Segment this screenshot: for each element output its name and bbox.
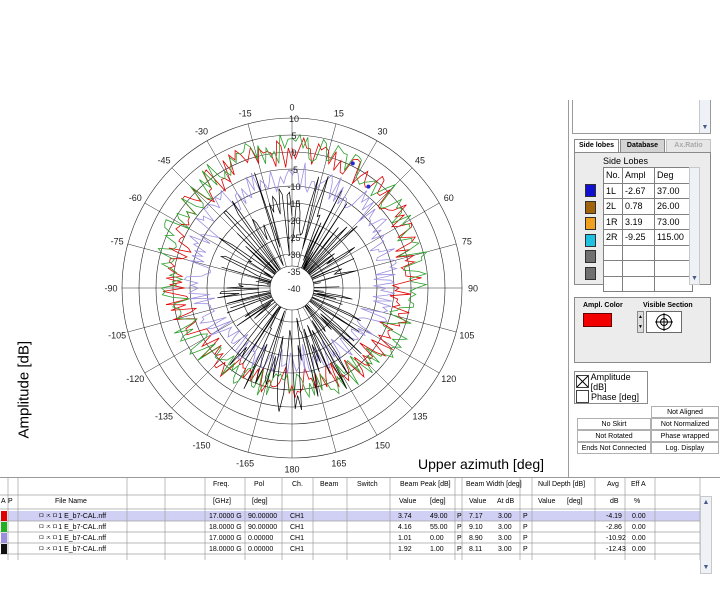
cell-avg: -12.43 (606, 546, 626, 553)
cell-pol: 90.00000 (248, 524, 278, 531)
angle-label: 180 (284, 464, 300, 475)
header-beam-width: Beam Width [deg] (466, 481, 522, 488)
radial-label: -30 (287, 250, 301, 260)
amplitude-checkbox[interactable] (576, 375, 589, 388)
grid-spoke (292, 288, 439, 373)
side-lobe-color-swatch[interactable] (585, 201, 596, 214)
angle-label: 45 (414, 155, 425, 166)
radial-label: -25 (287, 233, 301, 243)
angle-label: 120 (441, 374, 457, 384)
ampl-color-label: Ampl. Color (583, 302, 623, 309)
angle-label: 150 (374, 440, 391, 451)
cell-bp-value: 4.16 (398, 524, 412, 531)
column-header-ampl: Ampl (623, 168, 655, 184)
side-lobe-ampl: -2.67 (623, 183, 655, 199)
cell-bw-value: 7.17 (469, 513, 483, 520)
cell-bw-at: 3.00 (498, 546, 512, 553)
header-ch: Ch. (292, 481, 303, 488)
cell-bp-value: 1.92 (398, 546, 412, 553)
angle-label: -15 (238, 108, 252, 119)
angle-label: -60 (128, 193, 142, 203)
header-file-name: File Name (55, 498, 87, 505)
side-lobe-color-swatch[interactable] (585, 184, 596, 197)
side-lobe-marker (351, 161, 355, 165)
legend-phase[interactable] (576, 389, 639, 404)
angle-label: -45 (157, 155, 171, 166)
cell-pol: 90.00000 (248, 513, 278, 520)
cell-eff: 0.00 (632, 524, 646, 531)
amplitude-settings-panel (574, 297, 711, 363)
cell-pol: 0.00000 (248, 535, 274, 542)
cell-bw-at: 3.00 (498, 524, 512, 531)
x-axis-label: Upper azimuth [deg] (418, 456, 545, 472)
cell-avg: -10.92 (606, 535, 626, 542)
legend-amplitude[interactable] (576, 371, 647, 392)
header-pol: Pol (254, 481, 265, 488)
header-a: A (1, 498, 6, 505)
cell-bw-flag: P (523, 524, 528, 531)
cell-bw-at: 3.00 (498, 513, 512, 520)
table-row[interactable] (604, 261, 693, 277)
status-log-display: Log. Display (651, 442, 719, 454)
visible-section-spinner[interactable]: ▲ ▼ (637, 311, 644, 333)
table-row[interactable] (604, 199, 693, 215)
cell-ch: CH1 (290, 535, 305, 542)
side-lobe-no (604, 245, 623, 261)
cell-bw-value: 9.10 (469, 524, 483, 531)
header-pol-deg: [deg] (252, 498, 268, 505)
side-lobe-ampl (623, 261, 655, 277)
angle-label: -30 (194, 126, 209, 137)
angle-label: 90 (467, 283, 479, 294)
side-lobes-panel (574, 152, 711, 285)
column-header-deg: Deg (655, 168, 693, 184)
amplitude-legend-label: Amplitude [dB] (590, 371, 631, 392)
cell-bw-flag: P (523, 513, 528, 520)
angle-label: -150 (192, 440, 211, 451)
side-lobe-ampl: -9.25 (623, 230, 655, 246)
angle-label: -165 (236, 458, 255, 469)
side-lobe-deg (655, 245, 693, 261)
cell-bp-deg: 55.00 (430, 524, 448, 531)
scroll-down-icon[interactable]: ▼ (702, 564, 710, 571)
scroll-down-icon[interactable]: ▼ (701, 124, 709, 131)
grid-spoke (292, 288, 456, 332)
side-lobe-ampl: 3.19 (623, 214, 655, 230)
header-eff-pct: % (634, 498, 641, 505)
side-lobe-no (604, 276, 623, 292)
phase-checkbox[interactable] (576, 390, 589, 403)
top-list-scrollbar[interactable] (699, 100, 710, 133)
header-beam-peak: Beam Peak [dB] (400, 481, 451, 488)
right-panel (568, 100, 720, 477)
angle-label: 135 (412, 411, 428, 422)
cell-bp-deg: 49.00 (430, 513, 448, 520)
header-avg: Avg (607, 481, 619, 488)
angle-label: 0 (289, 102, 295, 113)
radial-label: -20 (287, 216, 301, 226)
cell-bp-deg: 0.00 (430, 535, 444, 542)
side-lobe-color-swatch[interactable] (585, 217, 596, 230)
status-not-normalized: Not Normalized (651, 418, 719, 430)
polar-plot-area (0, 100, 568, 477)
cell-eff: 0.00 (632, 535, 646, 542)
angle-label: 105 (459, 330, 475, 341)
cell-ch: CH1 (290, 513, 305, 520)
cell-bw-flag: P (523, 535, 528, 542)
table-row[interactable] (604, 230, 693, 246)
radial-label: -10 (287, 182, 301, 192)
side-lobe-ampl (623, 245, 655, 261)
cell-ch: CH1 (290, 546, 305, 553)
radial-label: 10 (288, 114, 300, 124)
radial-label: 0 (291, 148, 297, 158)
side-lobe-color-swatch[interactable] (585, 250, 596, 263)
side-lobe-color-swatch[interactable] (585, 267, 596, 280)
scroll-down-icon[interactable]: ▼ (691, 275, 698, 282)
side-lobe-deg (655, 276, 693, 292)
cell-freq: 18.0000 G (209, 546, 242, 553)
cell-file: ㅁㅈㅁ1 E_b7-CAL.nff (38, 524, 107, 531)
cell-eff: 0.00 (632, 546, 646, 553)
cell-bp-flag: P (457, 535, 462, 542)
cell-avg: -2.86 (606, 524, 622, 531)
header-bp-deg: [deg] (430, 498, 446, 505)
side-lobe-ampl: 0.78 (623, 199, 655, 215)
radial-label: -15 (287, 199, 301, 209)
status-ends-not-connected: Ends Not Connected (577, 442, 651, 454)
display-legend (574, 371, 648, 404)
side-lobe-ampl (623, 276, 655, 292)
header-bw-at: At dB (497, 498, 515, 505)
cell-bw-value: 8.11 (469, 546, 483, 553)
tab-ax-ratio[interactable]: Ax.Ratio (666, 139, 711, 152)
top-list-box[interactable] (572, 100, 711, 134)
visible-section-target[interactable] (646, 311, 682, 333)
cell-pol: 0.00000 (248, 546, 274, 553)
tab-database[interactable]: Database (620, 139, 665, 152)
status-not-aligned: Not Aligned (651, 406, 719, 418)
header-freq: Freq. (213, 481, 230, 488)
angle-label: 165 (331, 458, 347, 469)
row-color-indicator (1, 522, 7, 532)
cell-freq: 17.0000 G (209, 535, 242, 542)
y-axis-label: Amplitude [dB] (15, 340, 33, 439)
cell-bp-flag: P (457, 524, 462, 531)
column-header-no: No. (604, 168, 623, 184)
cell-eff: 0.00 (632, 513, 646, 520)
row-color-indicator (1, 544, 7, 554)
side-lobes-table (603, 167, 693, 292)
table-row[interactable] (604, 276, 693, 292)
angle-label: -120 (126, 374, 145, 384)
radial-label: -35 (287, 267, 301, 277)
table-row[interactable] (604, 214, 693, 230)
table-row[interactable] (604, 245, 693, 261)
cell-freq: 17.0000 G (209, 513, 242, 520)
header-nd-value: Value (538, 498, 556, 505)
cell-avg: -4.19 (606, 513, 622, 520)
table-row[interactable] (604, 183, 693, 199)
checked-x-icon (577, 376, 588, 387)
scroll-up-icon[interactable]: ▲ (702, 499, 710, 506)
side-lobe-color-swatch[interactable] (585, 234, 596, 247)
side-lobe-deg (655, 261, 693, 277)
status-phase-wrapped: Phase wrapped (651, 430, 719, 442)
angle-label: -75 (110, 236, 124, 247)
side-lobe-deg: 37.00 (655, 183, 693, 199)
side-lobe-no: 2R (604, 230, 623, 246)
header-avg-db: dB (610, 498, 619, 505)
cell-bp-flag: P (457, 513, 462, 520)
side-lobes-title: Side Lobes (603, 156, 649, 166)
header-bp-value: Value (399, 498, 417, 505)
polar-plot (0, 100, 568, 477)
cell-file: ㅁㅈㅁ1 E_b7-CAL.nff (38, 513, 107, 520)
status-no-skirt: No Skirt (577, 418, 651, 430)
header-nd-deg: [deg] (567, 498, 583, 505)
side-lobe-no: 2L (604, 199, 623, 215)
angle-label: 15 (333, 108, 344, 119)
status-not-rotated: Not Rotated (577, 430, 651, 442)
header-ghz: [GHz] (213, 498, 231, 505)
cell-bp-deg: 1.00 (430, 546, 444, 553)
angle-label: -105 (108, 330, 127, 341)
visible-section-label: Visible Section (643, 302, 693, 309)
crosshair-icon (647, 312, 681, 332)
angle-label: 75 (461, 236, 472, 247)
cell-bp-value: 1.01 (398, 535, 412, 542)
header-beam: Beam (320, 481, 339, 488)
cell-bp-flag: P (457, 546, 462, 553)
side-lobe-marker (366, 185, 370, 189)
side-lobe-no (604, 261, 623, 277)
row-color-indicator (1, 533, 7, 543)
cell-bw-value: 8.90 (469, 535, 483, 542)
header-null-depth: Null Depth [dB] (538, 481, 586, 488)
header-eff: Eff A (631, 481, 646, 488)
cell-bp-value: 3.74 (398, 513, 412, 520)
table-scrollbar[interactable] (700, 496, 712, 574)
phase-legend-label: Phase [deg] (591, 391, 640, 402)
side-lobe-no: 1R (604, 214, 623, 230)
radial-label: 5 (291, 131, 297, 141)
cell-file: ㅁㅈㅁ1 E_b7-CAL.nff (38, 546, 107, 553)
cell-freq: 18.0000 G (209, 524, 242, 531)
cell-file: ㅁㅈㅁ1 E_b7-CAL.nff (38, 535, 107, 542)
table-header-row (604, 168, 693, 184)
row-color-indicator (1, 511, 7, 521)
cell-bw-at: 3.00 (498, 535, 512, 542)
cell-ch: CH1 (290, 524, 305, 531)
side-lobe-deg: 73.00 (655, 214, 693, 230)
angle-label: -135 (155, 411, 174, 422)
header-p: P (8, 498, 13, 505)
angle-label: 30 (377, 126, 388, 137)
ampl-color-picker[interactable] (583, 313, 612, 327)
angle-label: -90 (104, 283, 118, 294)
radial-label: -40 (287, 284, 301, 294)
cell-bw-flag: P (523, 546, 528, 553)
tab-side-lobes[interactable]: Side lobes (574, 139, 619, 153)
header-switch: Switch (357, 481, 378, 488)
header-bw-value: Value (469, 498, 487, 505)
side-lobe-no: 1L (604, 183, 623, 199)
angle-label: 60 (443, 193, 454, 203)
side-lobe-deg: 26.00 (655, 199, 693, 215)
side-lobes-scrollbar[interactable] (689, 167, 700, 285)
side-lobe-deg: 115.00 (655, 230, 693, 246)
results-table (0, 477, 720, 593)
radial-label: -5 (289, 165, 299, 175)
